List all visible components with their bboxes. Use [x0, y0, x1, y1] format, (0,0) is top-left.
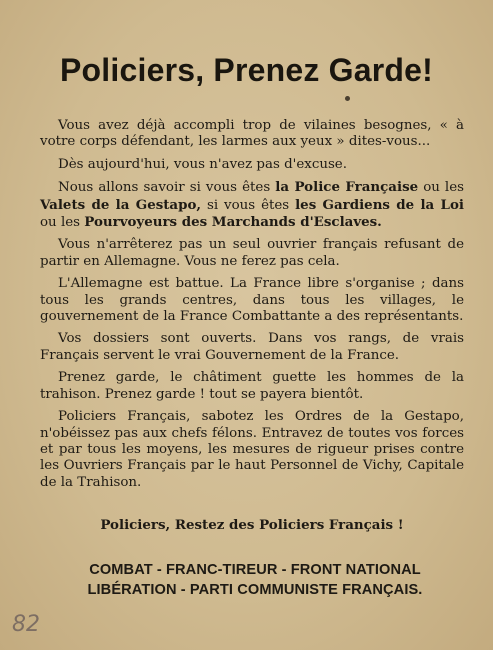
bold-phrase: les Gardiens de la Loi [295, 196, 464, 213]
text-run: ou les [40, 215, 85, 231]
organizations-line-2: LIBÉRATION - PARTI COMMUNISTE FRANÇAIS. [87, 582, 423, 598]
text-run: L'Allemagne est battue. La France libre s'organise ; dans tous les grands centres, dans tous les villages, le gouvernement de la France Combattante a des représentants. [40, 276, 464, 325]
text-run: Prenez garde, le châtiment guette les hommes de la trahison. Prenez garde ! tout se payera bientôt. [40, 370, 464, 402]
paragraph [40, 409, 464, 491]
bold-phrase: Valets de la Gestapo, [40, 196, 202, 213]
text-run: Vous avez déjà accompli trop de vilaines besognes, « à votre corps défendant, les larmes aux yeux » dites-vous... [40, 118, 464, 150]
paragraph [40, 179, 464, 231]
paragraph [40, 118, 464, 151]
paragraph [40, 237, 464, 270]
text-run: ou les [418, 180, 465, 196]
leaflet-title: Policiers, Prenez Garde! [60, 52, 433, 88]
text-run: Policiers Français, sabotez les Ordres de la Gestapo, n'obéissez pas aux chefs félons. Entravez de toutes vos forces et par tous les moyens, les mesures de rigueur prises contre les Ouvriers Français par le haut Personnel de Vichy, Capitale de la Trahison. [40, 409, 464, 490]
organizations-block [50, 560, 460, 600]
paragraph [40, 331, 464, 364]
text-run: Vos dossiers sont ouverts. Dans vos rangs, de vrais Français servent le vrai Gouvernement de la France. [40, 331, 464, 363]
paragraph [40, 276, 464, 325]
text-run: Vous n'arrêterez pas un seul ouvrier français refusant de partir en Allemagne. Vous ne ferez pas cela. [40, 237, 464, 269]
bold-phrase: Pourvoyeurs des Marchands d'Esclaves. [84, 214, 382, 231]
ink-spot [345, 96, 350, 101]
text-run: Dès aujourd'hui, vous n'avez pas d'excuse. [58, 156, 347, 172]
paragraph [40, 157, 464, 173]
text-run: si vous êtes [201, 197, 296, 213]
bold-phrase: la Police Française [275, 179, 419, 196]
closing-line: Policiers, Restez des Policiers Français ! [100, 517, 404, 533]
text-run: Nous allons savoir si vous êtes [58, 180, 276, 196]
leaflet-body [40, 118, 464, 497]
handwritten-number: 82 [12, 612, 40, 637]
organizations-line-1: COMBAT - FRANC-TIREUR - FRONT NATIONAL [89, 562, 421, 578]
paragraph [40, 370, 464, 403]
